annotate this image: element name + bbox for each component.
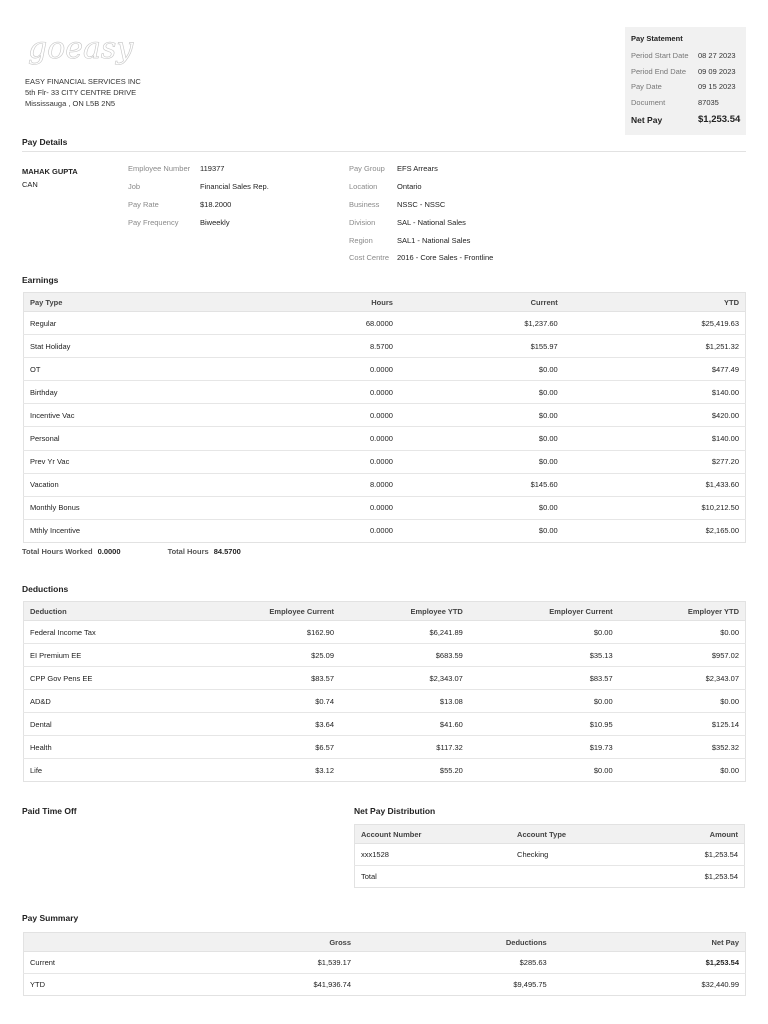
table-cell: $2,343.07 bbox=[619, 667, 746, 690]
detail-row bbox=[128, 213, 269, 231]
table-cell: $0.00 bbox=[399, 450, 564, 473]
table-cell: 0.0000 bbox=[255, 404, 399, 427]
table-cell: 0.0000 bbox=[255, 450, 399, 473]
table-row bbox=[24, 644, 746, 667]
column-header: Employee Current bbox=[186, 602, 340, 621]
table-cell: 8.0000 bbox=[255, 473, 399, 496]
detail-value: Financial Sales Rep. bbox=[200, 182, 269, 192]
detail-value: Biweekly bbox=[200, 217, 230, 227]
table-cell: $0.00 bbox=[593, 765, 613, 775]
statement-label: Period Start Date bbox=[631, 51, 689, 61]
table-cell: $683.59 bbox=[340, 644, 469, 667]
table-header-row bbox=[24, 602, 746, 621]
employee-details-left bbox=[128, 160, 269, 231]
detail-row bbox=[349, 249, 493, 267]
deductions-title: Deductions bbox=[22, 584, 69, 594]
table-cell: $420.00 bbox=[564, 404, 746, 427]
detail-label: Pay Rate bbox=[128, 199, 159, 209]
detail-label: Region bbox=[349, 235, 373, 245]
table-row bbox=[24, 381, 746, 404]
employee-details-right bbox=[349, 160, 493, 267]
table-cell: $1,433.60 bbox=[564, 473, 746, 496]
employee-name-block bbox=[22, 165, 78, 191]
table-cell: Dental bbox=[24, 713, 187, 736]
table-row bbox=[355, 866, 745, 888]
statement-row bbox=[631, 48, 746, 64]
table-cell: 0.0000 bbox=[255, 381, 399, 404]
table-row bbox=[24, 736, 746, 759]
table-cell: $3.12 bbox=[315, 765, 335, 775]
column-header: Deduction bbox=[24, 602, 187, 621]
table-cell: $285.63 bbox=[357, 952, 553, 974]
pay-details-divider bbox=[22, 151, 746, 152]
table-cell: Vacation bbox=[24, 473, 256, 496]
table-row bbox=[24, 312, 746, 335]
table-cell: $10,212.50 bbox=[564, 496, 746, 519]
detail-row bbox=[349, 178, 493, 196]
column-header: Employer YTD bbox=[619, 602, 746, 621]
table-cell: $10.95 bbox=[469, 713, 619, 736]
detail-label: Business bbox=[349, 199, 380, 209]
table-cell: $1,253.54 bbox=[704, 872, 738, 881]
column-header: Current bbox=[399, 293, 564, 312]
table-cell: $2,343.07 bbox=[340, 667, 469, 690]
table-row bbox=[24, 667, 746, 690]
detail-row bbox=[349, 196, 493, 214]
detail-value: SAL1 - National Sales bbox=[397, 235, 471, 245]
table-cell: 0.0000 bbox=[255, 427, 399, 450]
pay-statement-box bbox=[625, 27, 746, 135]
pay-summary-table bbox=[23, 932, 746, 996]
table-row bbox=[24, 358, 746, 381]
table-cell: $19.73 bbox=[469, 736, 619, 759]
detail-row bbox=[349, 231, 493, 249]
table-cell: $3.64 bbox=[186, 713, 340, 736]
table-cell: $25.09 bbox=[186, 644, 340, 667]
table-header-row bbox=[24, 933, 746, 952]
table-cell: $9,495.75 bbox=[513, 980, 547, 989]
detail-value: SAL - National Sales bbox=[397, 217, 466, 227]
net-pay-row bbox=[631, 114, 746, 125]
table-cell: $0.00 bbox=[399, 381, 564, 404]
table-cell: $35.13 bbox=[469, 644, 619, 667]
table-cell: Regular bbox=[24, 312, 256, 335]
table-cell: EI Premium EE bbox=[24, 644, 187, 667]
statement-row bbox=[631, 95, 746, 111]
table-cell: $0.00 bbox=[399, 496, 564, 519]
column-header: Employer Current bbox=[469, 602, 619, 621]
table-cell: $55.20 bbox=[439, 765, 463, 775]
table-row bbox=[24, 427, 746, 450]
table-row bbox=[355, 844, 745, 866]
table-cell: Prev Yr Vac bbox=[24, 450, 256, 473]
statement-value: 08 27 2023 bbox=[698, 51, 736, 61]
table-cell: $6.57 bbox=[186, 736, 340, 759]
table-cell: Birthday bbox=[24, 381, 256, 404]
company-address-block bbox=[25, 76, 141, 109]
table-cell: $83.57 bbox=[186, 667, 340, 690]
column-header: Deductions bbox=[357, 933, 553, 952]
table-cell: $162.90 bbox=[186, 621, 340, 644]
earnings-table bbox=[23, 292, 746, 543]
statement-label: Document bbox=[631, 97, 666, 107]
table-cell: 0.0000 bbox=[255, 496, 399, 519]
table-cell: $0.00 bbox=[619, 690, 746, 713]
table-cell: Mthly Incentive bbox=[30, 526, 81, 536]
total-hours-value: 84.5700 bbox=[213, 547, 241, 556]
net-pay-distribution-table bbox=[354, 824, 745, 888]
table-cell: $155.97 bbox=[399, 335, 564, 358]
detail-row bbox=[128, 178, 269, 196]
table-row bbox=[24, 713, 746, 736]
table-cell: Personal bbox=[24, 427, 256, 450]
column-header: Pay Type bbox=[24, 293, 256, 312]
table-cell: $0.00 bbox=[399, 358, 564, 381]
table-row bbox=[24, 473, 746, 496]
column-header: YTD bbox=[564, 293, 746, 312]
pay-statement-title: Pay Statement bbox=[631, 34, 683, 43]
table-cell: $140.00 bbox=[564, 381, 746, 404]
table-cell: $41.60 bbox=[340, 713, 469, 736]
detail-row bbox=[349, 213, 493, 231]
table-cell: $140.00 bbox=[564, 427, 746, 450]
table-row bbox=[24, 496, 746, 519]
company-logo: goeasy bbox=[28, 31, 134, 66]
detail-row bbox=[128, 160, 269, 178]
column-header bbox=[24, 933, 164, 952]
table-cell: $1,253.54 bbox=[553, 952, 746, 974]
detail-value: Ontario bbox=[397, 182, 422, 192]
table-row bbox=[24, 621, 746, 644]
table-cell: $83.57 bbox=[469, 667, 619, 690]
table-row bbox=[24, 519, 746, 542]
detail-label: Division bbox=[349, 217, 376, 227]
table-cell: $32,440.99 bbox=[701, 980, 739, 989]
table-cell: $1,253.54 bbox=[631, 844, 745, 866]
detail-value: NSSC - NSSC bbox=[397, 199, 446, 209]
net-pay-label: Net Pay bbox=[631, 114, 663, 125]
earnings-totals bbox=[22, 547, 241, 556]
detail-label: Job bbox=[128, 182, 141, 192]
statement-label: Period End Date bbox=[631, 66, 687, 76]
paid-time-off-title: Paid Time Off bbox=[22, 806, 77, 816]
table-cell: $0.00 bbox=[399, 427, 564, 450]
deductions-table bbox=[23, 601, 746, 782]
company-address-line2: Mississauga , ON L5B 2N5 bbox=[25, 99, 116, 108]
table-cell: $0.00 bbox=[469, 690, 619, 713]
net-pay-value: $1,253.54 bbox=[698, 114, 741, 125]
table-row bbox=[24, 450, 746, 473]
table-cell: Total bbox=[361, 872, 377, 881]
table-cell: Checking bbox=[511, 844, 631, 866]
detail-row bbox=[349, 160, 493, 178]
table-cell: $0.00 bbox=[720, 765, 739, 775]
table-cell: CPP Gov Pens EE bbox=[24, 667, 187, 690]
pay-summary-title: Pay Summary bbox=[22, 913, 79, 923]
table-cell: $0.00 bbox=[469, 621, 619, 644]
detail-label: Employee Number bbox=[128, 164, 191, 174]
table-row bbox=[24, 974, 746, 996]
table-cell: YTD bbox=[30, 980, 45, 989]
table-row bbox=[24, 335, 746, 358]
table-cell: $0.00 bbox=[399, 404, 564, 427]
detail-value: EFS Arrears bbox=[397, 164, 438, 174]
column-header: Hours bbox=[255, 293, 399, 312]
column-header: Net Pay bbox=[553, 933, 746, 952]
column-header: Employee YTD bbox=[340, 602, 469, 621]
statement-value: 87035 bbox=[698, 97, 719, 107]
column-header: Amount bbox=[631, 825, 745, 844]
table-cell: $0.00 bbox=[619, 621, 746, 644]
table-cell: $1,539.17 bbox=[163, 952, 357, 974]
detail-label: Location bbox=[349, 182, 378, 192]
detail-label: Cost Centre bbox=[349, 253, 390, 263]
table-cell: $41,936.74 bbox=[313, 980, 352, 989]
statement-row bbox=[631, 79, 746, 95]
column-header: Account Number bbox=[355, 825, 512, 844]
table-cell: $117.32 bbox=[340, 736, 469, 759]
table-cell: Federal Income Tax bbox=[24, 621, 187, 644]
detail-label: Pay Frequency bbox=[128, 217, 179, 227]
detail-value: 2016 - Core Sales - Frontline bbox=[397, 253, 494, 263]
table-cell: $125.14 bbox=[619, 713, 746, 736]
table-cell: $477.49 bbox=[564, 358, 746, 381]
table-cell: xxx1528 bbox=[355, 844, 512, 866]
table-header-row bbox=[355, 825, 745, 844]
table-cell: $145.60 bbox=[399, 473, 564, 496]
table-cell: $1,237.60 bbox=[399, 312, 564, 335]
statement-value: 09 15 2023 bbox=[698, 82, 736, 92]
statement-value: 09 09 2023 bbox=[698, 66, 736, 76]
detail-row bbox=[128, 196, 269, 214]
table-cell: $13.08 bbox=[340, 690, 469, 713]
column-header: Gross bbox=[163, 933, 357, 952]
table-cell: 8.5700 bbox=[255, 335, 399, 358]
total-hours-label: Total Hours bbox=[167, 547, 209, 556]
table-cell: Life bbox=[30, 765, 43, 775]
column-header: Account Type bbox=[511, 825, 631, 844]
total-hours-worked-value: 0.0000 bbox=[97, 547, 121, 556]
employee-name: MAHAK GUPTA bbox=[22, 167, 78, 176]
table-cell: $1,251.32 bbox=[564, 335, 746, 358]
employee-country: CAN bbox=[22, 180, 38, 189]
company-name: EASY FINANCIAL SERVICES INC bbox=[25, 77, 141, 86]
table-cell: $25,419.63 bbox=[564, 312, 746, 335]
table-cell: Monthly Bonus bbox=[24, 496, 256, 519]
table-cell: $0.74 bbox=[186, 690, 340, 713]
table-cell: 0.0000 bbox=[369, 526, 393, 536]
table-cell bbox=[511, 866, 631, 888]
earnings-title: Earnings bbox=[22, 275, 59, 285]
table-cell: Health bbox=[24, 736, 187, 759]
detail-value: 119377 bbox=[200, 164, 225, 174]
table-cell: AD&D bbox=[24, 690, 187, 713]
company-address-line1: 5th Flr- 33 CITY CENTRE DRIVE bbox=[25, 88, 137, 97]
detail-label: Pay Group bbox=[349, 164, 385, 174]
table-cell: $0.00 bbox=[538, 526, 558, 536]
table-row bbox=[24, 952, 746, 974]
total-hours-worked-label: Total Hours Worked bbox=[22, 547, 93, 556]
table-cell: Current bbox=[24, 952, 164, 974]
table-cell: $2,165.00 bbox=[705, 526, 739, 536]
table-row bbox=[24, 759, 746, 782]
table-cell: $352.32 bbox=[619, 736, 746, 759]
table-cell: Incentive Vac bbox=[24, 404, 256, 427]
table-cell: 0.0000 bbox=[255, 358, 399, 381]
detail-value: $18.2000 bbox=[200, 199, 232, 209]
table-cell: OT bbox=[24, 358, 256, 381]
statement-label: Pay Date bbox=[631, 82, 662, 92]
table-cell: $957.02 bbox=[619, 644, 746, 667]
pay-details-title: Pay Details bbox=[22, 137, 68, 147]
table-header-row bbox=[24, 293, 746, 312]
net-pay-distribution-title: Net Pay Distribution bbox=[354, 806, 436, 816]
table-cell: $6,241.89 bbox=[340, 621, 469, 644]
table-row bbox=[24, 404, 746, 427]
table-cell: 68.0000 bbox=[255, 312, 399, 335]
table-row bbox=[24, 690, 746, 713]
table-cell: $277.20 bbox=[564, 450, 746, 473]
statement-row bbox=[631, 64, 746, 80]
table-cell: Stat Holiday bbox=[24, 335, 256, 358]
